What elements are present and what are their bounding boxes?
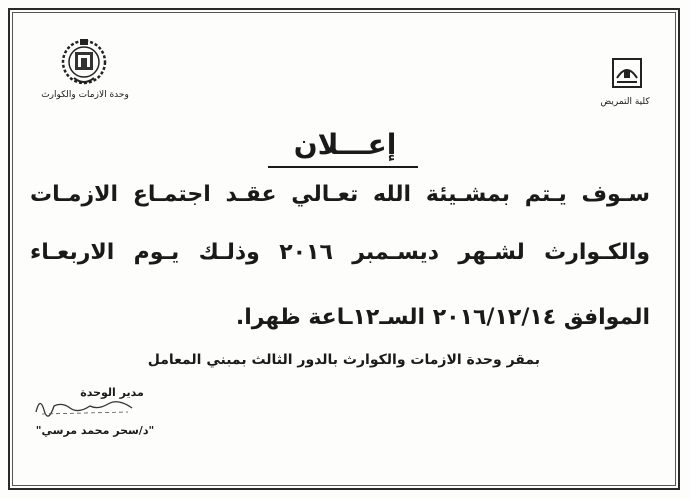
- meeting-location: بمقر وحدة الازمات والكوارث بالدور الثالث بمبني المعامل: [147, 352, 540, 368]
- signatory-title: مدير الوحدة: [80, 386, 144, 399]
- announcement-title: إعـــلان: [293, 128, 397, 161]
- university-crest-icon: [60, 36, 108, 88]
- handwritten-signature-icon: [32, 392, 142, 420]
- announcement-line-1: سـوف يـتم بمشـيئة الله تعـالي عقـد اجتمـاع الازمـات: [30, 182, 650, 207]
- title-underline: [268, 166, 418, 168]
- announcement-line-3: الموافق ٢٠١٦/١٢/١٤ السـ١٢ـاعة ظهرا.: [235, 305, 650, 330]
- faculty-caption: كلية التمريض: [600, 97, 650, 107]
- unit-caption: وحدة الازمات والكوارث: [41, 90, 129, 100]
- signatory-name: "د/سحر محمد مرسي": [35, 424, 155, 437]
- nursing-faculty-logo-icon: [612, 58, 642, 88]
- announcement-line-2: والكـوارث لشـهر ديسـمبر ٢٠١٦ وذلـك يـوم الاربعـاء: [30, 240, 651, 265]
